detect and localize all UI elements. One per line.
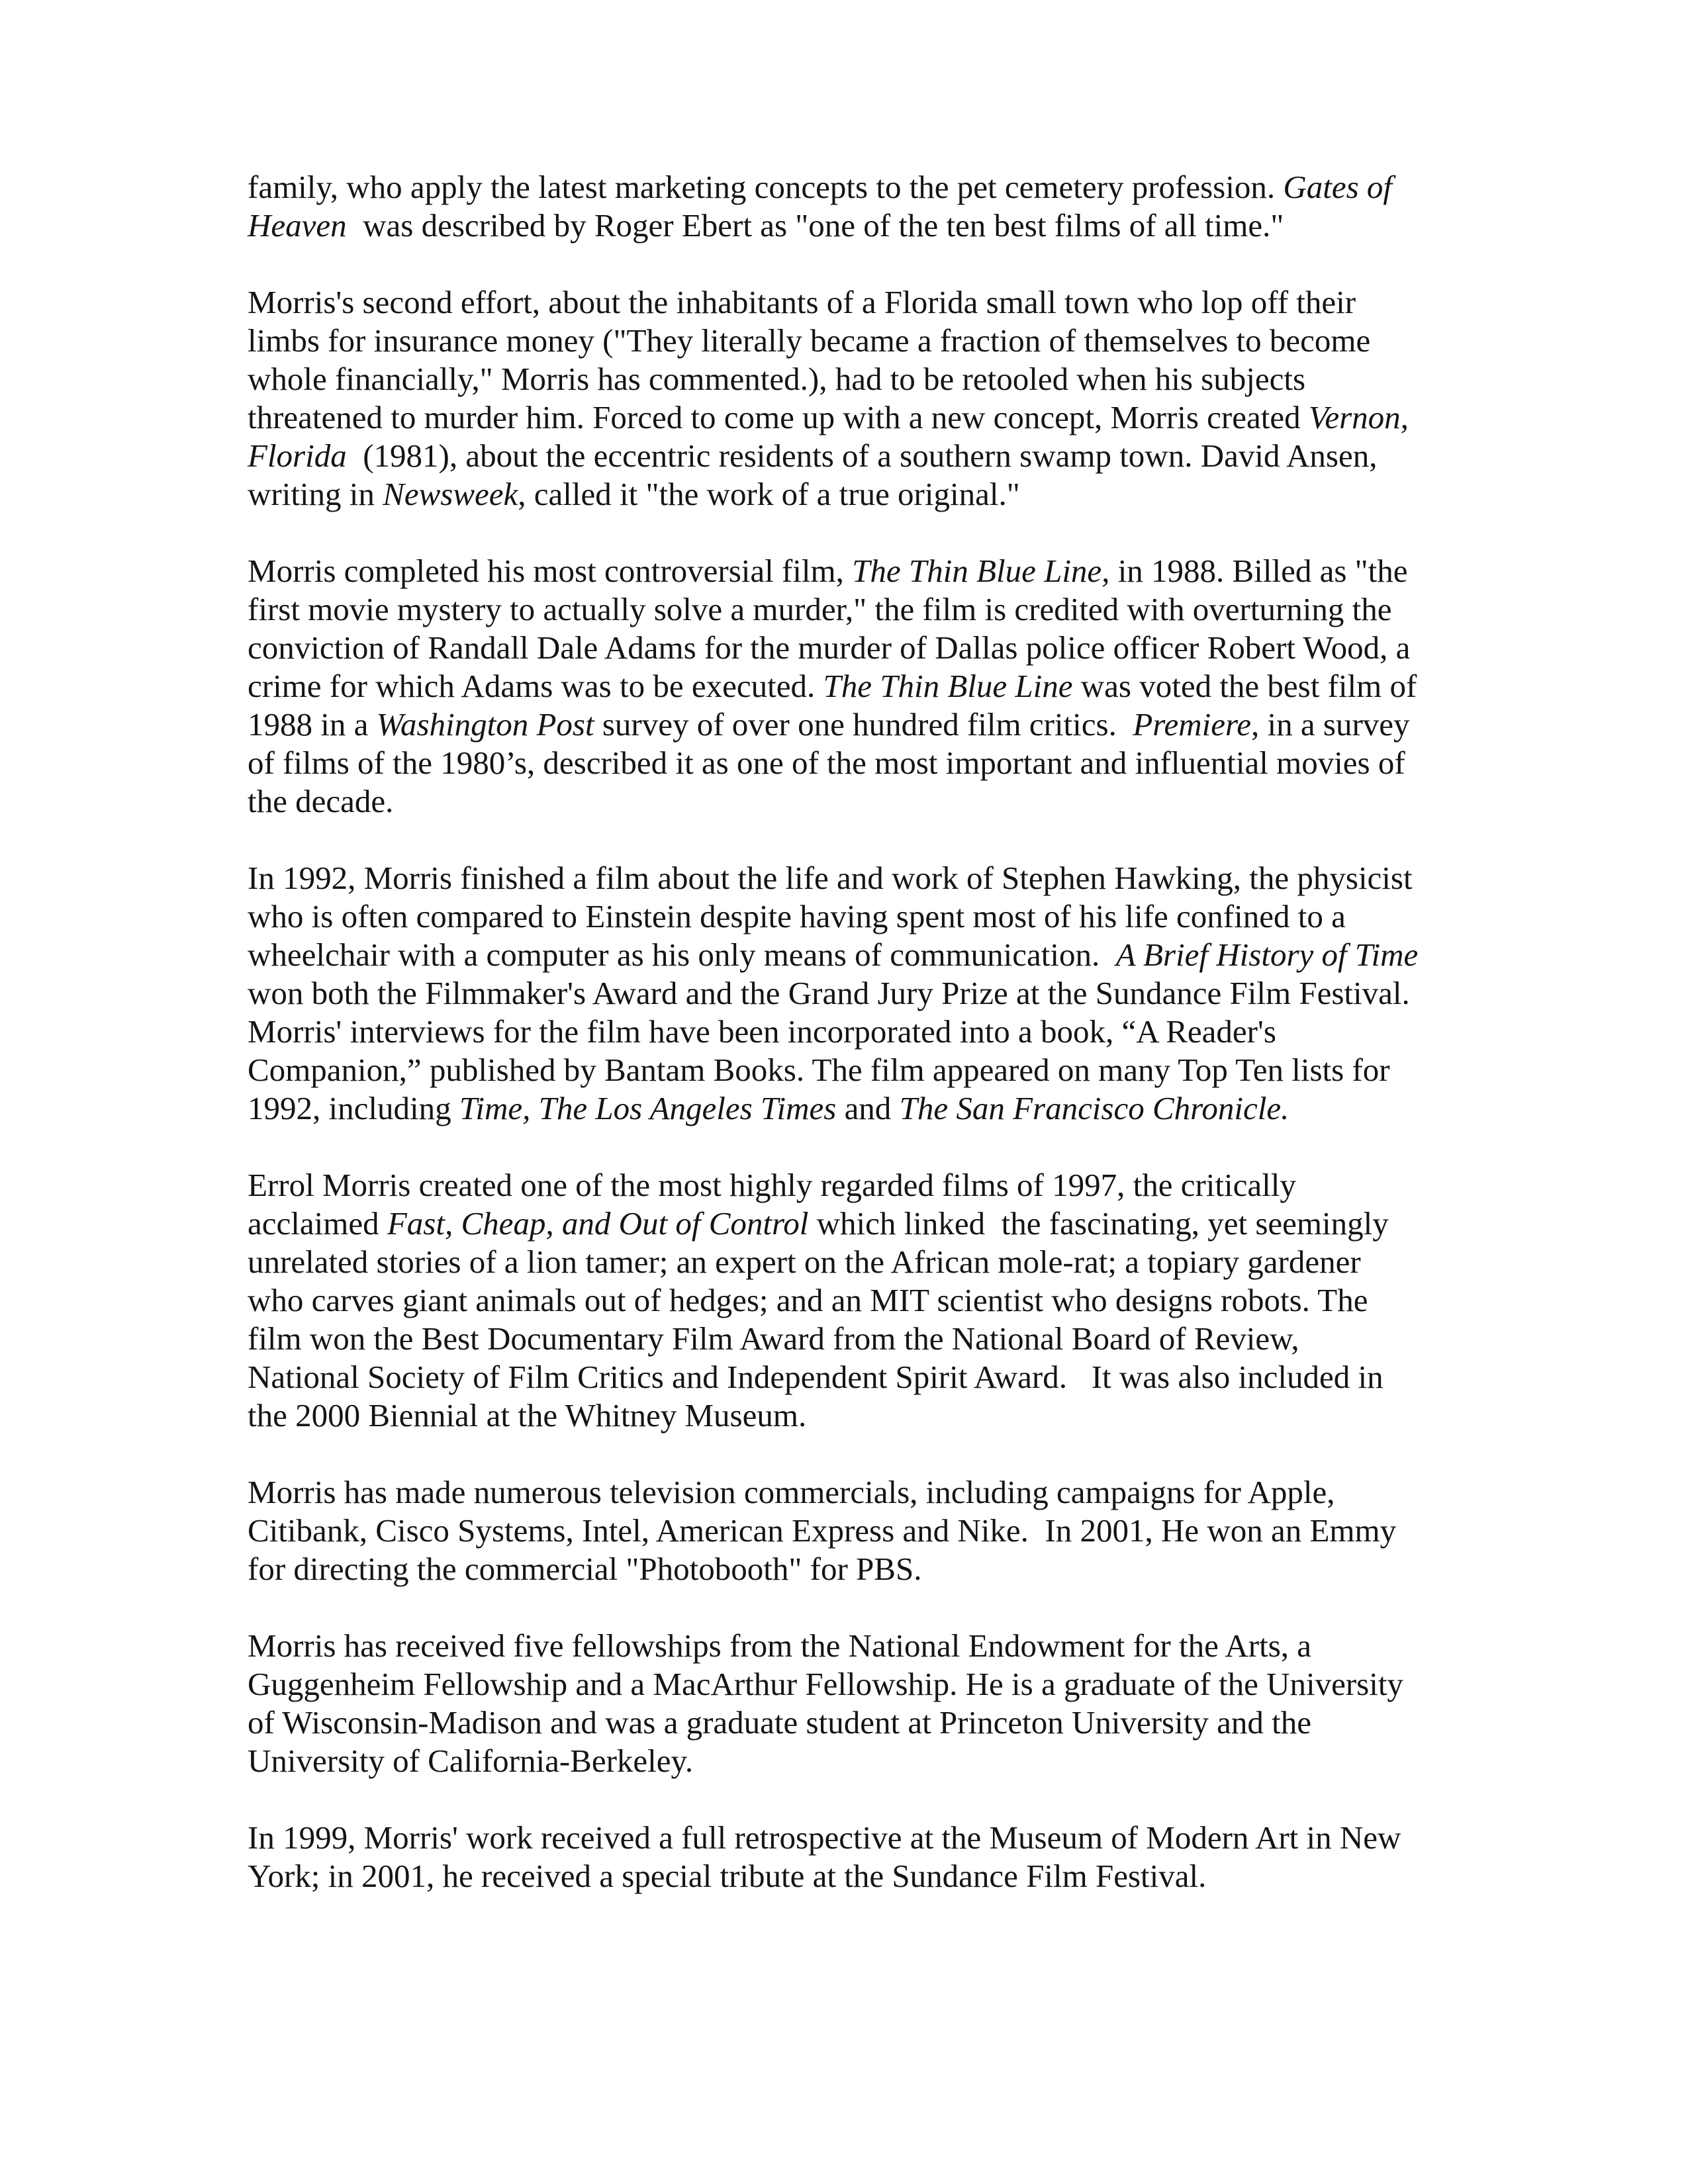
text-run: Morris has received five fellowships from the National Endowment for the Arts, a bbox=[248, 1627, 1312, 1664]
text-line bbox=[248, 859, 1459, 897]
text-run: Morris completed his most controversial film, bbox=[248, 553, 853, 589]
text-line bbox=[248, 705, 1459, 744]
text-run: unrelated stories of a lion tamer; an expert on the African mole-rat; a topiary gardener bbox=[248, 1244, 1361, 1280]
text-line bbox=[248, 322, 1459, 360]
text-line bbox=[248, 1051, 1459, 1089]
text-line bbox=[248, 667, 1459, 705]
text-line bbox=[248, 552, 1459, 590]
text-line bbox=[248, 1473, 1459, 1512]
text-run: who carves giant animals out of hedges; and an MIT scientist who designs robots. The bbox=[248, 1282, 1368, 1318]
italic-title: A Brief History of Time bbox=[1115, 936, 1419, 973]
paragraph bbox=[248, 168, 1459, 245]
text-line bbox=[248, 360, 1459, 398]
italic-title: The Thin Blue Line bbox=[823, 668, 1073, 704]
text-line bbox=[248, 1166, 1459, 1205]
text-run: and bbox=[836, 1090, 900, 1126]
text-line bbox=[248, 1550, 1459, 1588]
text-line bbox=[248, 629, 1459, 667]
text-run: Morris has made numerous television commercials, including campaigns for Apple, bbox=[248, 1474, 1335, 1510]
italic-title: The Thin Blue Line, bbox=[852, 553, 1110, 589]
italic-title: Florida bbox=[248, 437, 347, 474]
text-run: 1992, including bbox=[248, 1090, 459, 1126]
paragraph bbox=[248, 1819, 1459, 1895]
text-line bbox=[248, 283, 1459, 322]
text-line bbox=[248, 1857, 1459, 1895]
text-run: , in a survey bbox=[1251, 706, 1410, 743]
text-line bbox=[248, 475, 1459, 514]
italic-title: Premiere bbox=[1133, 706, 1252, 743]
text-line bbox=[248, 1396, 1459, 1435]
text-line bbox=[248, 1358, 1459, 1396]
text-run: in 1988. Billed as "the bbox=[1109, 553, 1408, 589]
text-run: who is often compared to Einstein despite having spent most of his life confined to a bbox=[248, 898, 1346, 934]
text-run: Morris's second effort, about the inhabitants of a Florida small town who lop off their bbox=[248, 284, 1356, 320]
italic-title: Heaven bbox=[248, 207, 347, 244]
text-line bbox=[248, 206, 1459, 245]
text-run: limbs for insurance money ("They literally became a fraction of themselves to become bbox=[248, 322, 1371, 359]
text-run: which linked the fascinating, yet seemingly bbox=[808, 1205, 1389, 1242]
italic-title: The San Francisco Chronicle. bbox=[899, 1090, 1289, 1126]
italic-title: Vernon, bbox=[1308, 399, 1409, 435]
italic-title: Fast, Cheap, and Out of Control bbox=[387, 1205, 809, 1242]
text-run: 1988 in a bbox=[248, 706, 377, 743]
text-run: , called it "the work of a true original." bbox=[518, 476, 1020, 512]
text-line bbox=[248, 168, 1459, 206]
text-line bbox=[248, 897, 1459, 936]
text-run: family, who apply the latest marketing concepts to the pet cemetery profession. bbox=[248, 169, 1284, 205]
text-run: In 1999, Morris' work received a full retrospective at the Museum of Modern Art in New bbox=[248, 1819, 1401, 1856]
text-run: Guggenheim Fellowship and a MacArthur Fellowship. He is a graduate of the University bbox=[248, 1666, 1403, 1702]
text-line bbox=[248, 1243, 1459, 1281]
text-line bbox=[248, 1320, 1459, 1358]
text-line bbox=[248, 936, 1459, 974]
italic-title: Washington Post bbox=[376, 706, 594, 743]
text-run: won both the Filmmaker's Award and the Grand Jury Prize at the Sundance Film Festival. bbox=[248, 975, 1410, 1011]
text-run: writing in bbox=[248, 476, 383, 512]
text-run: first movie mystery to actually solve a murder," the film is credited with overturning the bbox=[248, 591, 1392, 627]
text-run: University of California-Berkeley. bbox=[248, 1743, 694, 1779]
text-run: the decade. bbox=[248, 783, 394, 819]
paragraph bbox=[248, 552, 1459, 821]
text-line bbox=[248, 744, 1459, 782]
italic-title: Gates of bbox=[1283, 169, 1393, 205]
text-line bbox=[248, 1665, 1459, 1704]
italic-title: Newsweek bbox=[383, 476, 518, 512]
text-run: survey of over one hundred film critics. bbox=[594, 706, 1133, 743]
text-run: conviction of Randall Dale Adams for the murder of Dallas police officer Robert Wood, a bbox=[248, 629, 1411, 666]
italic-title: Time, The Los Angeles Times bbox=[459, 1090, 837, 1126]
text-run: of Wisconsin-Madison and was a graduate student at Princeton University and the bbox=[248, 1704, 1311, 1741]
text-run: wheelchair with a computer as his only means of communication. bbox=[248, 936, 1116, 973]
text-run: threatened to murder him. Forced to come up with a new concept, Morris created bbox=[248, 399, 1309, 435]
text-line bbox=[248, 1627, 1459, 1665]
text-line bbox=[248, 974, 1459, 1013]
text-line bbox=[248, 782, 1459, 821]
text-line bbox=[248, 1742, 1459, 1780]
text-run: for directing the commercial "Photobooth" for PBS. bbox=[248, 1551, 922, 1587]
text-run: whole financially," Morris has commented.), had to be retooled when his subjects bbox=[248, 361, 1306, 397]
text-line bbox=[248, 437, 1459, 475]
text-run: the 2000 Biennial at the Whitney Museum. bbox=[248, 1397, 807, 1433]
text-line bbox=[248, 1704, 1459, 1742]
text-run: Morris' interviews for the film have been incorporated into a book, “A Reader's bbox=[248, 1013, 1276, 1050]
document-body bbox=[248, 168, 1459, 1934]
text-run: of films of the 1980’s, described it as one of the most important and influential movies of bbox=[248, 745, 1405, 781]
paragraph bbox=[248, 859, 1459, 1128]
text-run: was voted the best film of bbox=[1072, 668, 1417, 704]
paragraph bbox=[248, 1627, 1459, 1780]
text-line bbox=[248, 398, 1459, 437]
text-run: Citibank, Cisco Systems, Intel, American Express and Nike. In 2001, He won an Emmy bbox=[248, 1512, 1397, 1549]
text-line bbox=[248, 1281, 1459, 1320]
paragraph bbox=[248, 283, 1459, 514]
text-line bbox=[248, 1013, 1459, 1051]
text-line bbox=[248, 1205, 1459, 1243]
text-run: York; in 2001, he received a special tribute at the Sundance Film Festival. bbox=[248, 1858, 1207, 1894]
text-run: Companion,” published by Bantam Books. The film appeared on many Top Ten lists for bbox=[248, 1052, 1390, 1088]
text-line bbox=[248, 1819, 1459, 1857]
text-run: acclaimed bbox=[248, 1205, 387, 1242]
text-line bbox=[248, 1512, 1459, 1550]
text-line bbox=[248, 590, 1459, 629]
paragraph bbox=[248, 1166, 1459, 1435]
text-run: crime for which Adams was to be executed. bbox=[248, 668, 823, 704]
paragraph bbox=[248, 1473, 1459, 1588]
text-run: was described by Roger Ebert as "one of the ten best films of all time." bbox=[346, 207, 1284, 244]
text-run: In 1992, Morris finished a film about the life and work of Stephen Hawking, the physicist bbox=[248, 860, 1413, 896]
text-run: (1981), about the eccentric residents of a southern swamp town. David Ansen, bbox=[346, 437, 1378, 474]
text-run: film won the Best Documentary Film Award from the National Board of Review, bbox=[248, 1320, 1299, 1357]
text-run: National Society of Film Critics and Independent Spirit Award. It was also included in bbox=[248, 1359, 1383, 1395]
text-line bbox=[248, 1089, 1459, 1128]
text-run: Errol Morris created one of the most highly regarded films of 1997, the critically bbox=[248, 1167, 1296, 1203]
